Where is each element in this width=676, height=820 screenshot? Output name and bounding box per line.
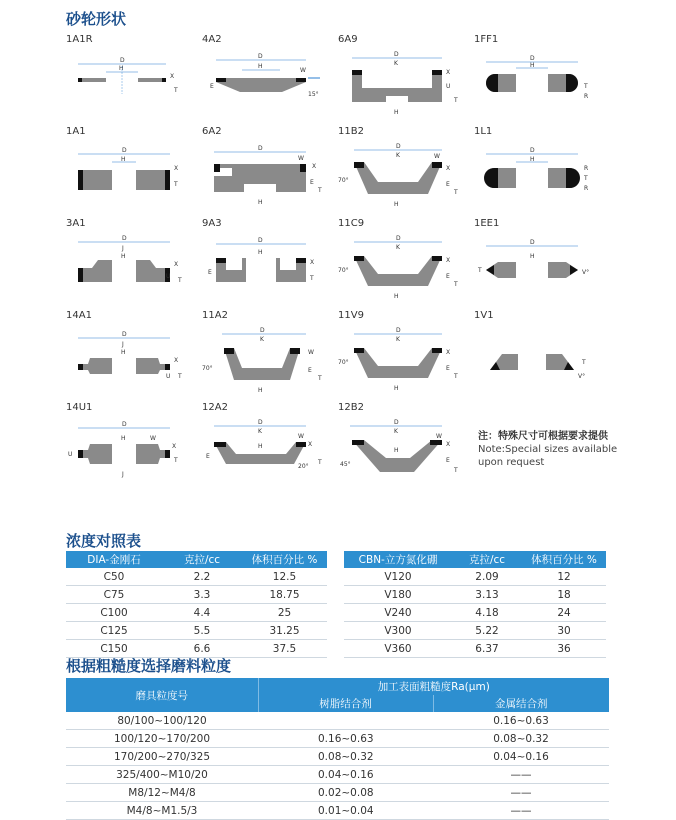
svg-text:H: H: [121, 156, 126, 163]
shape-1l1: [474, 126, 604, 218]
note-en-line2: upon request: [478, 457, 545, 468]
shape-4a2-diagram: [202, 48, 332, 126]
table-row: [66, 604, 327, 622]
svg-text:H: H: [394, 201, 399, 208]
svg-text:K: K: [396, 336, 400, 343]
svg-text:R: R: [584, 165, 589, 172]
shape-9a3: [202, 218, 332, 310]
svg-text:E: E: [210, 83, 214, 90]
table-cell: 0.04~0.16: [433, 748, 609, 766]
shape-12b2-diagram: [338, 416, 468, 494]
shape-code: 9A3: [202, 218, 222, 229]
svg-text:E: E: [446, 273, 450, 280]
svg-text:T: T: [454, 281, 458, 288]
svg-text:W: W: [300, 67, 306, 74]
shape-code: 6A9: [338, 34, 358, 45]
svg-text:H: H: [258, 387, 263, 394]
svg-text:D: D: [396, 143, 401, 150]
svg-text:D: D: [530, 55, 535, 62]
svg-text:H: H: [394, 293, 399, 300]
table-cell: 31.25: [242, 622, 327, 640]
svg-text:W: W: [150, 435, 156, 442]
table-row: [66, 622, 327, 640]
table-cell: 0.08~0.32: [258, 748, 433, 766]
svg-text:W: W: [434, 153, 440, 160]
cbn-concentration-table: [344, 551, 606, 658]
svg-text:D: D: [120, 57, 125, 64]
table-cell: 5.22: [452, 622, 522, 640]
table-cell: ——: [433, 766, 609, 784]
svg-text:T: T: [582, 359, 586, 366]
shape-code: 14A1: [66, 310, 92, 321]
svg-text:E: E: [446, 365, 450, 372]
shape-code: 1A1: [66, 126, 86, 137]
shape-1l1-diagram: [474, 140, 604, 218]
svg-text:T: T: [318, 375, 322, 382]
shape-1ff1-diagram: [474, 48, 604, 126]
header-cell: 体积百分比 %: [242, 551, 327, 568]
table-header-row: [66, 678, 609, 695]
shape-12b2: [338, 402, 468, 494]
svg-text:K: K: [260, 336, 264, 343]
table-cell: C150: [66, 640, 162, 658]
table-cell: 170/200~270/325: [66, 748, 258, 766]
svg-text:T: T: [584, 175, 588, 182]
shape-6a2-diagram: [202, 140, 332, 218]
svg-text:70°: 70°: [338, 177, 349, 184]
shape-12a2-diagram: [202, 416, 332, 494]
table-row: [66, 766, 609, 784]
svg-text:K: K: [396, 244, 400, 251]
svg-text:V°: V°: [582, 269, 590, 276]
table-cell: 3.13: [452, 586, 522, 604]
table-cell: 80/100~100/120: [66, 712, 258, 730]
shape-code: 14U1: [66, 402, 93, 413]
table-cell: 5.5: [162, 622, 242, 640]
svg-text:D: D: [394, 51, 399, 58]
shape-11a2-diagram: [202, 324, 332, 402]
shape-1a1: [66, 126, 196, 218]
svg-text:K: K: [258, 428, 262, 435]
svg-text:D: D: [122, 235, 127, 242]
section-title-shapes: 砂轮形状: [66, 10, 127, 28]
svg-text:X: X: [174, 357, 179, 364]
shape-11b2-diagram: [338, 140, 468, 218]
shape-9a3-diagram: [202, 232, 332, 310]
table-cell: V120: [344, 568, 452, 586]
svg-text:D: D: [122, 147, 127, 154]
table-cell: C75: [66, 586, 162, 604]
svg-text:H: H: [530, 253, 535, 260]
table-row: [66, 748, 609, 766]
svg-text:E: E: [446, 181, 450, 188]
svg-text:D: D: [530, 239, 535, 246]
shape-1a1r-diagram: [66, 48, 196, 126]
shape-code: 1EE1: [474, 218, 500, 229]
shape-12a2: [202, 402, 332, 494]
table-cell: 4.4: [162, 604, 242, 622]
table-cell: 4.18: [452, 604, 522, 622]
svg-text:D: D: [258, 145, 263, 152]
svg-text:E: E: [308, 367, 312, 374]
svg-text:T: T: [454, 97, 458, 104]
svg-text:H: H: [119, 65, 124, 72]
table-cell: 3.3: [162, 586, 242, 604]
svg-text:T: T: [174, 457, 178, 464]
shape-code: 12B2: [338, 402, 364, 413]
table-row: [66, 586, 327, 604]
shape-14a1: [66, 310, 196, 402]
shape-code: 1FF1: [474, 34, 499, 45]
svg-text:E: E: [446, 457, 450, 464]
table-cell: 2.2: [162, 568, 242, 586]
table-cell: 30: [522, 622, 606, 640]
shape-code: 1L1: [474, 126, 493, 137]
table-cell: ——: [433, 802, 609, 820]
shape-1ee1-diagram: [474, 232, 604, 310]
table-cell: ——: [433, 784, 609, 802]
table-cell: V300: [344, 622, 452, 640]
svg-text:X: X: [174, 261, 179, 268]
header-cell: 克拉/cc: [162, 551, 242, 568]
shape-code: 6A2: [202, 126, 222, 137]
shape-3a1: [66, 218, 196, 310]
svg-text:X: X: [174, 165, 179, 172]
shape-1v1-diagram: [474, 324, 604, 402]
table-cell: 36: [522, 640, 606, 658]
table-cell: 0.16~0.63: [258, 730, 433, 748]
shape-11v9: [338, 310, 468, 402]
table-cell: 100/120~170/200: [66, 730, 258, 748]
header-cell-resin: 树脂结合剂: [258, 695, 433, 712]
shape-6a2: [202, 126, 332, 218]
table-header-row: [66, 551, 327, 568]
svg-text:20°: 20°: [298, 463, 309, 470]
table-cell: 12: [522, 568, 606, 586]
svg-text:T: T: [318, 187, 322, 194]
table-row: [344, 568, 606, 586]
svg-text:X: X: [308, 441, 313, 448]
table-cell: V240: [344, 604, 452, 622]
shape-code: 12A2: [202, 402, 228, 413]
shape-code: 11V9: [338, 310, 364, 321]
svg-text:70°: 70°: [202, 365, 213, 372]
svg-text:R: R: [584, 93, 589, 100]
svg-text:W: W: [298, 433, 304, 440]
table-row: [344, 604, 606, 622]
svg-text:D: D: [396, 327, 401, 334]
svg-text:H: H: [258, 443, 263, 450]
svg-text:70°: 70°: [338, 267, 349, 274]
svg-text:J: J: [122, 471, 124, 478]
shape-code: 11A2: [202, 310, 228, 321]
svg-text:15°: 15°: [308, 91, 319, 98]
svg-text:H: H: [258, 249, 263, 256]
svg-text:E: E: [310, 179, 314, 186]
svg-text:W: W: [298, 155, 304, 162]
svg-text:X: X: [446, 257, 451, 264]
svg-text:T: T: [454, 189, 458, 196]
shape-1a1-diagram: [66, 140, 196, 218]
shape-11b2: [338, 126, 468, 218]
svg-text:X: X: [446, 165, 451, 172]
svg-text:H: H: [394, 385, 399, 392]
svg-text:V°: V°: [578, 373, 586, 380]
svg-text:H: H: [530, 62, 535, 69]
note-cn: 注：特殊尺寸可根据要求提供: [478, 431, 608, 442]
table-cell: 18: [522, 586, 606, 604]
note-en-line1: Note:Special sizes available: [478, 444, 618, 455]
section-title-concentration: 浓度对照表: [66, 532, 142, 550]
svg-text:X: X: [310, 259, 315, 266]
svg-text:H: H: [258, 63, 263, 70]
header-cell: 体积百分比 %: [522, 551, 606, 568]
svg-text:D: D: [394, 419, 399, 426]
table-cell: 0.16~0.63: [433, 712, 609, 730]
table-cell: M8/12~M4/8: [66, 784, 258, 802]
shape-code: 1V1: [474, 310, 494, 321]
svg-text:70°: 70°: [338, 359, 349, 366]
shape-11c9-diagram: [338, 232, 468, 310]
svg-text:E: E: [206, 453, 210, 460]
svg-text:H: H: [121, 435, 126, 442]
shape-11v9-diagram: [338, 324, 468, 402]
special-size-note: [478, 430, 617, 469]
table-row: [344, 640, 606, 658]
svg-text:T: T: [178, 373, 182, 380]
svg-text:T: T: [478, 267, 482, 274]
table-cell: 0.04~0.16: [258, 766, 433, 784]
svg-text:X: X: [312, 163, 317, 170]
table-row: [66, 802, 609, 820]
svg-text:D: D: [260, 327, 265, 334]
svg-text:H: H: [258, 199, 263, 206]
svg-text:U: U: [68, 451, 73, 458]
section-title-roughness: 根据粗糙度选择磨料粒度: [66, 657, 232, 675]
shape-3a1-diagram: [66, 232, 196, 310]
shape-6a9: [338, 34, 468, 126]
shape-6a9-diagram: [338, 48, 468, 126]
table-cell: 37.5: [242, 640, 327, 658]
svg-text:J: J: [122, 341, 124, 348]
dia-concentration-table: [66, 551, 327, 658]
svg-text:T: T: [310, 275, 314, 282]
table-cell: 0.02~0.08: [258, 784, 433, 802]
table-row: [344, 622, 606, 640]
svg-text:X: X: [446, 69, 451, 76]
svg-text:X: X: [446, 441, 451, 448]
svg-text:W: W: [436, 433, 442, 440]
table-header-row: [344, 551, 606, 568]
svg-text:J: J: [122, 245, 124, 252]
svg-text:T: T: [174, 87, 178, 94]
shape-code: 3A1: [66, 218, 86, 229]
svg-text:D: D: [530, 147, 535, 154]
svg-text:D: D: [122, 421, 127, 428]
svg-text:X: X: [170, 73, 175, 80]
header-cell-ra: 加工表面粗糙度Ra(μm): [258, 678, 609, 695]
svg-text:T: T: [318, 459, 322, 466]
table-row: [66, 730, 609, 748]
svg-text:T: T: [584, 83, 588, 90]
svg-text:T: T: [454, 467, 458, 474]
table-cell: 6.6: [162, 640, 242, 658]
svg-text:D: D: [258, 419, 263, 426]
table-cell: 18.75: [242, 586, 327, 604]
table-cell: 0.08~0.32: [433, 730, 609, 748]
header-cell: DIA-金刚石: [66, 551, 162, 568]
svg-text:D: D: [122, 331, 127, 338]
header-cell-metal: 金属结合剂: [433, 695, 609, 712]
shape-11a2: [202, 310, 332, 402]
table-cell: V360: [344, 640, 452, 658]
shape-code: 1A1R: [66, 34, 93, 45]
svg-text:T: T: [174, 181, 178, 188]
table-row: [66, 712, 609, 730]
table-cell: 325/400~M10/20: [66, 766, 258, 784]
table-cell: 12.5: [242, 568, 327, 586]
shape-1ee1: [474, 218, 604, 310]
svg-text:H: H: [530, 156, 535, 163]
header-cell: 克拉/cc: [452, 551, 522, 568]
table-cell: 6.37: [452, 640, 522, 658]
svg-text:K: K: [394, 428, 398, 435]
roughness-grit-table: [66, 678, 609, 820]
table-row: [66, 568, 327, 586]
svg-text:U: U: [166, 273, 171, 280]
header-cell-grit: 磨具粒度号: [66, 678, 258, 712]
svg-text:D: D: [258, 53, 263, 60]
svg-text:H: H: [394, 447, 399, 454]
shape-1ff1: [474, 34, 604, 126]
shape-14a1-diagram: [66, 324, 196, 402]
svg-text:U: U: [166, 373, 171, 380]
svg-text:D: D: [396, 235, 401, 242]
svg-text:D: D: [258, 237, 263, 244]
table-row: [66, 784, 609, 802]
table-row: [344, 586, 606, 604]
table-cell: 2.09: [452, 568, 522, 586]
table-cell: 0.01~0.04: [258, 802, 433, 820]
svg-text:H: H: [394, 109, 399, 116]
svg-text:W: W: [308, 349, 314, 356]
table-cell: [258, 712, 433, 730]
table-cell: 24: [522, 604, 606, 622]
shape-code: 4A2: [202, 34, 222, 45]
svg-text:T: T: [178, 277, 182, 284]
svg-text:T: T: [454, 373, 458, 380]
svg-text:E: E: [208, 269, 212, 276]
table-cell: V180: [344, 586, 452, 604]
table-cell: 25: [242, 604, 327, 622]
svg-text:H: H: [121, 349, 126, 356]
svg-text:X: X: [446, 349, 451, 356]
table-cell: C100: [66, 604, 162, 622]
svg-text:R: R: [584, 185, 589, 192]
svg-text:X: X: [172, 443, 177, 450]
svg-text:45°: 45°: [340, 461, 351, 468]
table-cell: C50: [66, 568, 162, 586]
svg-text:H: H: [121, 253, 126, 260]
header-cell: CBN-立方氮化硼: [344, 551, 452, 568]
svg-text:K: K: [394, 60, 398, 67]
shape-code: 11C9: [338, 218, 365, 229]
shape-4a2: [202, 34, 332, 126]
svg-text:K: K: [396, 152, 400, 159]
table-cell: C125: [66, 622, 162, 640]
shape-code: 11B2: [338, 126, 364, 137]
shape-11c9: [338, 218, 468, 310]
svg-text:U: U: [446, 83, 451, 90]
shape-14u1: [66, 402, 196, 494]
shape-1v1: [474, 310, 604, 402]
shape-1a1r: [66, 34, 196, 126]
table-cell: M4/8~M1.5/3: [66, 802, 258, 820]
shape-14u1-diagram: [66, 416, 196, 494]
